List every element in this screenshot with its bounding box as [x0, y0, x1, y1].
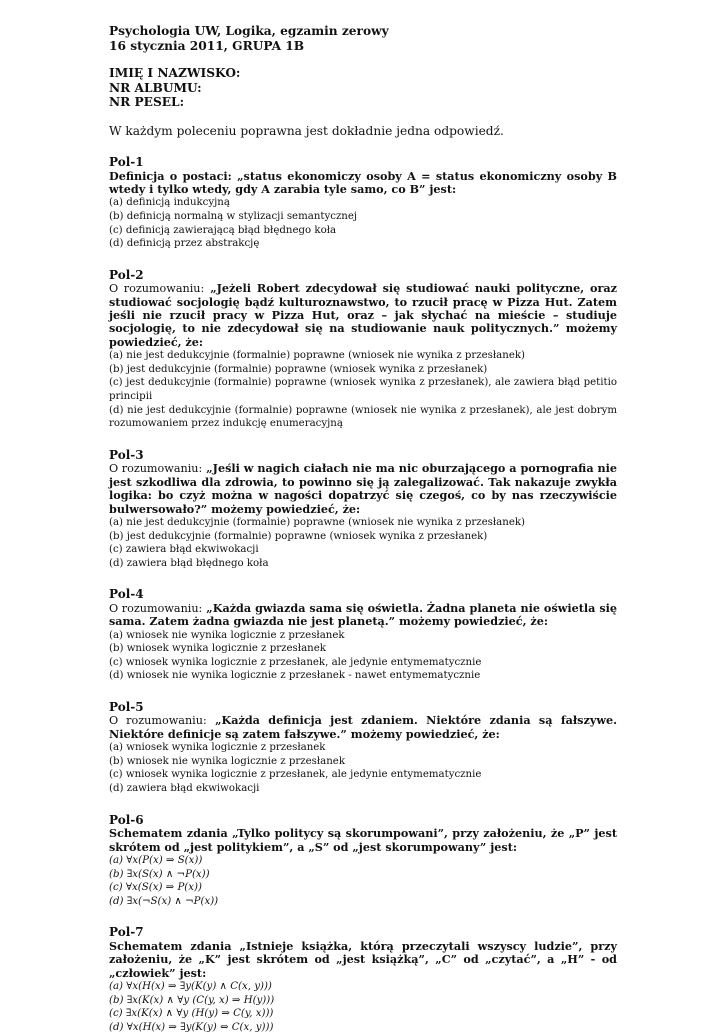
option-d: (d) zawiera błąd ekwiwokacji — [109, 783, 260, 795]
exam-date-group: 16 stycznia 2011, GRUPA 1B — [109, 38, 305, 53]
option-b: (b) wniosek wynika logicznie z przesłanek — [109, 643, 326, 655]
question-4 — [109, 587, 617, 683]
question-stem: Schematem zdania „Istnieje książka, którą przeczytali wszyscy ludzie”, przy założeniu, że „K” jest skrótem od „jest książką”, „C” od „czytać”, a „H” - od „człowiek” jest: — [109, 938, 617, 980]
option-c: (c) ∀x(S(x) ⇒ P(x)) — [109, 882, 202, 894]
question-label: Pol-2 — [109, 267, 144, 282]
option-a: (a) nie jest dedukcyjnie (formalnie) poprawne (wniosek nie wynika z przesłanek) — [109, 350, 525, 362]
option-d: (d) definicją przez abstrakcję — [109, 238, 260, 250]
option-a: (a) nie jest dedukcyjnie (formalnie) poprawne (wniosek nie wynika z przesłanek) — [109, 516, 525, 528]
question-6 — [109, 813, 617, 909]
exam-title: Psychologia UW, Logika, egzamin zerowy — [109, 24, 389, 38]
question-label: Pol-1 — [109, 155, 144, 169]
question-label: Pol-4 — [109, 587, 144, 602]
option-d: (d) wniosek nie wynika logicznie z przesłanek - nawet entymematycznie — [109, 670, 481, 682]
option-b: (b) ∃x(K(x) ∧ ∀y (C(y, x) ⇒ H(y))) — [109, 994, 275, 1006]
option-a: (a) wniosek wynika logicznie z przesłanek — [109, 742, 326, 754]
option-c: (c) wniosek wynika logicznie z przesłanek, ale jedynie entymematycznie — [109, 769, 482, 781]
stem-text: „Jeżeli Robert zdecydował się studiować nauki polityczne, oraz studiować socjologię bądź kulturoznawstwo, to rzucił pracę w Pizza Hut. Zatem jeśli nie rzucił pracy w Pizza Hut, oraz – jak słychać na mieście – studiuje socjologię, to nie zdecydował się na studiowanie nauk politycznych.” możemy powiedzieć, że: — [109, 281, 617, 349]
question-2 — [109, 268, 617, 431]
question-7 — [109, 925, 617, 1034]
option-b: (b) wniosek nie wynika logicznie z przesłanek — [109, 755, 346, 767]
option-a: (a) ∀x(P(x) ⇒ S(x)) — [109, 854, 203, 866]
question-1 — [109, 155, 617, 251]
album-label: NR ALBUMU: — [109, 80, 202, 95]
option-b: (b) jest dedukcyjnie (formalnie) poprawne (wniosek wynika z przesłanek) — [109, 530, 488, 542]
option-c: (c) definicją zawierającą błąd błędnego koła — [109, 224, 337, 236]
option-c: (c) wniosek wynika logicznie z przesłanek, ale jedynie entymematycznie — [109, 656, 482, 668]
stem-lead: O rozumowaniu: — [109, 462, 203, 476]
question-stem: Schematem zdania „Tylko politycy są skorumpowani”, przy założeniu, że „P” jest skrótem od „jest politykiem”, a „S” od „jest skorumpowany” jest: — [109, 826, 617, 854]
instructions: W każdym poleceniu poprawna jest dokładnie jedna odpowiedź. — [109, 123, 504, 138]
question-label: Pol-3 — [109, 447, 144, 462]
stem-lead: O rozumowaniu: — [109, 601, 203, 615]
stem-lead: O rozumowaniu: — [109, 282, 205, 296]
question-3 — [109, 448, 617, 571]
question-label: Pol-5 — [109, 699, 144, 714]
stem-text: „Jeśli w nagich ciałach nie ma nic oburzającego a pornografia nie jest szkodliwa dla zdrowia, to powinno się ją zalegalizować. Tak nakazuje zwykła logika: bo czyż można w nagości dopatrzyć się czegoś, co by nas rzeczywiście bulwersowało?” możemy powiedzieć, że: — [109, 461, 617, 516]
option-b: (b) definicją normalną w stylizacji semantycznej — [109, 210, 358, 222]
stem-text: „Każda definicja jest zdaniem. Niektóre zdania są fałszywe. Niektóre definicje są zatem fałszywe.” możemy powiedzieć, że: — [109, 713, 617, 741]
name-label: IMIĘ I NAZWISKO: — [109, 66, 241, 80]
option-a: (a) wniosek nie wynika logicznie z przesłanek — [109, 629, 345, 641]
option-b: (b) ∃x(S(x) ∧ ¬P(x)) — [109, 868, 210, 880]
exam-page — [109, 24, 617, 1034]
question-5 — [109, 700, 617, 796]
question-stem — [109, 714, 617, 741]
question-stem: Definicja o postaci: „status ekonomiczy osoby A = status ekonomiczny osoby B wtedy i tylko wtedy, gdy A zarabia tyle samo, co B” jest: — [109, 168, 617, 196]
option-a: (a) definicją indukcyjną — [109, 197, 230, 209]
option-c: (c) jest dedukcyjnie (formalnie) poprawne (wniosek wynika z przesłanek), ale zawiera błąd petitio principii — [109, 377, 617, 402]
option-c: (c) zawiera błąd ekwiwokacji — [109, 544, 259, 556]
question-stem — [109, 602, 617, 629]
option-d: (d) ∀x(H(x) ⇒ ∃y(K(y) ⇔ C(x, y))) — [109, 1021, 274, 1033]
option-c: (c) ∃x(K(x) ∧ ∀y (H(y) ⇒ C(y, x))) — [109, 1008, 274, 1020]
stem-lead: O rozumowaniu: — [109, 714, 207, 728]
option-b: (b) jest dedukcyjnie (formalnie) poprawne (wniosek wynika z przesłanek) — [109, 363, 488, 375]
option-d: (d) zawiera błąd błędnego koła — [109, 557, 269, 569]
option-d: (d) nie jest dedukcyjnie (formalnie) poprawne (wniosek nie wynika z przesłanek), ale jest dobrym rozumowaniem przez indukcję enumeracyjną — [109, 404, 617, 430]
question-label: Pol-7 — [109, 925, 144, 940]
pesel-label: NR PESEL: — [109, 95, 185, 109]
question-stem — [109, 282, 617, 349]
question-stem — [109, 462, 617, 516]
question-label: Pol-6 — [109, 812, 144, 827]
stem-text: „Każda gwiazda sama się oświetla. Żadna planeta nie oświetla się sama. Zatem żadna gwiazda nie jest planetą.” możemy powiedzieć, że: — [109, 600, 617, 629]
option-a: (a) ∀x(H(x) ⇒ ∃y(K(y) ∧ C(x, y))) — [109, 981, 272, 993]
option-d: (d) ∃x(¬S(x) ∧ ¬P(x)) — [109, 895, 219, 907]
